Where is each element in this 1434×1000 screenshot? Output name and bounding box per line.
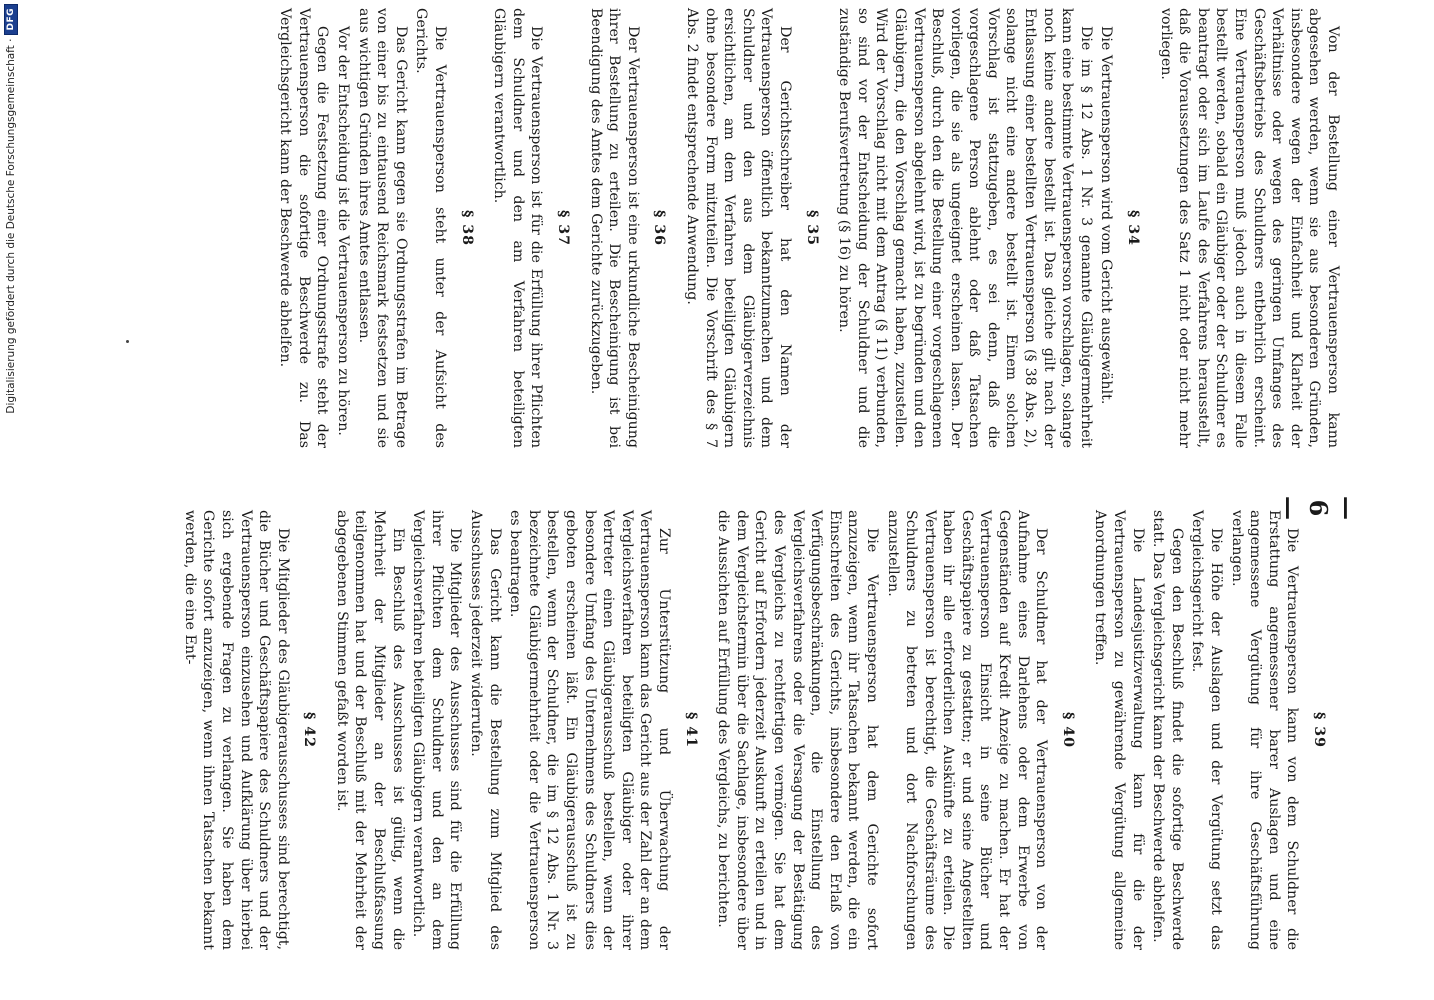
section-heading-36: § 36 [651, 209, 668, 247]
section-36-paragraph-1: Der Vertrauensperson ist eine urkundliche Bescheinigung ihrer Bestellung zu erteilen. Die Bescheinigung ist bei Beendigung des Amtes dem Gerichte zurückzugeben. [587, 8, 641, 448]
left-text-column [274, 8, 1342, 448]
section-34-paragraph-2: Die im § 12 Abs. 1 Nr. 3 genannte Gläubigermehrheit kann eine bestimmte Vertrauensperson vorschlagen, solange noch keine andere bestellt ist. Das gleiche gilt nach der Entlassung einer bestellten Vertrauensperson (§ 38 Abs. 2), solange nicht eine andere bestellt ist. Einem solchen Vorschlag ist stattzugeben, es sei denn, daß die vorgeschlagene Person ablehnt oder daß Tatsachen vorliegen, die sie als ungeeignet erscheinen lassen. Der Beschluß, durch den die Bestellung einer vorgeschlagenen Vertrauensperson abgelehnt wird, ist zu begründen und den Gläubigern, die den Vorschlag gemacht haben, zuzustellen. Wird der Vorschlag nicht mit dem Antrag (§ 11) verbunden, so sind vor der Entscheidung der Schuldner und die zuständige Berufsvertretung (§ 16) zu hören. [836, 8, 1094, 448]
section-39-paragraph-4: Die Landesjustizverwaltung kann für die der Vertrauensperson zu gewährende Vergütung allgemeine Anordnungen treffen. [1092, 510, 1146, 950]
section-41-paragraph-2: Das Gericht kann die Bestellung zum Mitglied des Ausschusses jederzeit widerrufen. [468, 510, 503, 950]
scan-speck [126, 340, 129, 343]
section-heading-42: § 42 [301, 711, 318, 749]
section-34-paragraph-1: Die Vertrauensperson wird vom Gericht ausgewählt. [1098, 26, 1115, 405]
section-39-paragraph-3: Gegen den Beschluß findet die sofortige Beschwerde statt. Das Vergleichsgericht kann der Beschwerde abhelfen. [1150, 510, 1185, 950]
section-38-paragraph-4: Gegen die Festsetzung einer Ordnungsstrafe steht der Vertrauensperson die sofortige Beschwerde zu. Das Vergleichsgericht kann der Beschwerde abhelfen. [277, 8, 331, 448]
dfg-logo-icon: DFG [4, 4, 18, 35]
credit-text: Digitalisierung gefördert durch die Deutsche Forschungsgemeinschaft · [5, 38, 17, 414]
section-heading-35: § 35 [803, 209, 820, 247]
right-text-column [178, 510, 1342, 950]
page-number: — 6 — [1275, 496, 1362, 524]
section-38-paragraph-3: Vor der Entscheidung ist die Vertrauensperson zu hören. [335, 26, 352, 436]
section-42-paragraph-1: Die Mitglieder des Gläubigerausschusses sind berechtigt, die Bücher und Geschäftspapiere des Schuldners und der Vertrauensperson einzusehen und Aufklärung über hierbei sich ergebende Fragen zu verlangen. Sie haben dem Gerichte sofort anzuzeigen, wenn ihnen Tatsachen bekannt werden, die eine Ent- [181, 510, 291, 950]
section-heading-37: § 37 [555, 209, 572, 247]
section-38-paragraph-1: Die Vertrauensperson steht unter der Aufsicht des Gerichts. [413, 8, 449, 448]
section-heading-40: § 40 [1059, 711, 1076, 749]
section-35-paragraph-1: Der Gerichtsschreiber hat den Namen der Vertrauensperson öffentlich bekanntzumachen und dem Schuldner und den aus dem Gläubigerverzeichnis ersichtlichen, am dem Verfahren beteiligten Gläubigern ohne besondere Form mitzuteilen. Die Vorschrift des § 7 Abs. 2 findet entsprechende Anwendung. [684, 8, 793, 448]
section-40-paragraph-1: Der Schuldner hat der Vertrauensperson von der Aufnahme eines Darlehens oder dem Erwerbe von Gegenständen auf Kredit Anzeige zu machen. Er hat der Vertrauensperson Einsicht in seine Bücher und Geschäftspapiere zu gestatten; er und seine Angestellten haben ihr alle erforderlichen Auskünfte zu erteilen. Die Vertrauensperson ist berechtigt, die Geschäftsräume des Schuldners zu betreten und dort Nachforschungen anzustellen. [884, 510, 1050, 950]
section-heading-41: § 41 [682, 711, 699, 749]
section-39-paragraph-2: Die Höhe der Auslagen und der Vergütung setzt das Vergleichsgericht fest. [1189, 510, 1225, 950]
section-40-paragraph-2: Die Vertrauensperson hat dem Gerichte sofort anzuzeigen, wenn ihr Tatsachen bekannt werden, die ein Einschreiten des Gerichts, insbesondere den Erlaß von Verfügungsbeschränkungen, die Einstellung des Vergleichsverfahrens oder die Versagung der Bestätigung des Vergleichs zu rechtfertigen vermögen. Sie hat dem Gericht auf Erfordern jederzeit Auskunft zu erteilen und in dem Vergleichstermin über die Sachlage, insbesondere über die Aussichten auf Erfüllung des Vergleichs, zu berichten. [715, 510, 880, 950]
digitization-credit [0, 0, 22, 1000]
section-37-paragraph-1: Die Vertrauensperson ist für die Erfüllung ihrer Pflichten dem Schuldner und den am Verfahren beteiligten Gläubigern verantwortlich. [491, 8, 545, 448]
section-39-paragraph-1: Die Vertrauensperson kann von dem Schuldner die Erstattung angemessener barer Auslagen und eine angemessene Vergütung für ihre Geschäftsführung verlangen. [1228, 510, 1301, 950]
section-38-paragraph-2: Das Gericht kann gegen sie Ordnungsstrafen im Betrage von einer bis zu eintausend Reichsmark festsetzen und sie aus wichtigen Gründen ihres Amtes entlassen. [355, 8, 409, 448]
section-heading-38: § 38 [458, 209, 475, 247]
section-heading-34: § 34 [1125, 209, 1142, 247]
section-41-paragraph-4: Ein Beschluß des Ausschusses ist gültig, wenn die Mehrheit der Mitglieder an der Beschlußfassung teilgenommen hat und der Beschluß mit der Mehrheit der abgegebenen Stimmen gefaßt worden ist. [333, 510, 406, 950]
section-41-paragraph-3: Die Mitglieder des Ausschusses sind für die Erfüllung ihrer Pflichten dem Schuldner und den an dem Vergleichsverfahren beteiligten Gläubigern verantwortlich. [410, 510, 464, 950]
section-41-paragraph-1: Zur Unterstützung und Überwachung der Vertrauensperson kann das Gericht aus der Zahl der an dem Vergleichsverfahren beteiligten Gläubiger oder ihrer Vertreter einen Gläubigerausschuß bestellen, wenn der besondere Umfang des Unternehmens des Schuldners dies geboten erscheinen läßt. Ein Gläubigerausschuß ist zu bestellen, wenn der Schuldner, die im § 12 Abs. 1 Nr. 3 bezeichnete Gläubigermehrheit oder die Vertrauensperson es beantragen. [507, 510, 672, 950]
intro-paragraph: Von der Bestellung einer Vertrauensperson kann abgesehen werden, wenn sie aus besonderen Gründen, insbesondere wegen der Einfachheit und Klarheit der Verhältnisse oder wegen des geringen Umfanges des Geschäftsbetriebs des Schuldners entbehrlich erscheint. Eine Vertrauensperson muß jedoch auch in diesem Falle bestellt werden, sobald ein Gläubiger oder der Schuldner es beantragt oder sich im Laufe des Verfahrens herausstellt, daß die Voraussetzungen des Satz 1 nicht oder nicht mehr vorliegen. [1157, 8, 1341, 448]
section-heading-39: § 39 [1311, 711, 1327, 749]
